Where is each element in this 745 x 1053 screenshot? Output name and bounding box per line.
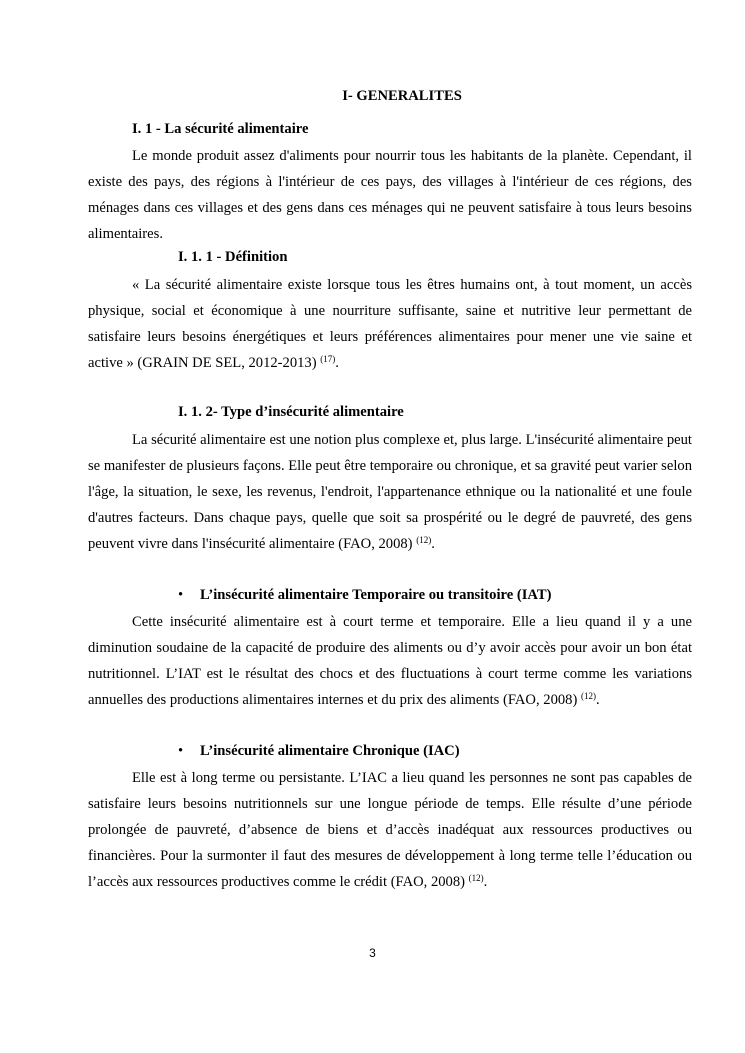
type-paragraph [88,427,692,557]
section-heading-securite: I. 1 - La sécurité alimentaire [132,121,309,137]
subsection-heading-definition: I. 1. 1 - Définition [178,249,288,265]
iat-ref: (12) [580,691,596,701]
iac-paragraph [88,765,692,895]
iac-ref: (12) [468,873,484,883]
bullet-heading-iat [178,587,551,604]
iac-heading: L’insécurité alimentaire Chronique (IAC) [200,743,460,759]
iat-paragraph [88,609,692,713]
bullet-heading-iac [178,743,460,760]
iat-text: Cette insécurité alimentaire est à court terme et temporaire. Elle a lieu quand il y a une diminution soudaine de la capacité de produire des aliments ou d’y avoir accès pour avoir un bon état nutritionnel. L’IAT est le résultat des chocs et des fluctuations à court terme comme les variations annuelles des productions alimentaires internes et du prix des aliments (FAO, 2008) [88,614,692,708]
definition-ref: (17) [320,354,336,364]
iat-end: . [595,692,600,708]
type-ref: (12) [416,535,432,545]
definition-paragraph [88,272,692,376]
subsection-heading-type: I. 1. 2- Type d’insécurité alimentaire [178,404,404,420]
definition-end: . [335,355,339,371]
iac-text: Elle est à long terme ou persistante. L’IAC a lieu quand les personnes ne sont pas capables de satisfaire leurs besoins nutritionnels sur une longue période de temps. Elle résulte d’une période prolongée de pauvreté, d’absence de biens et d’accès inadéquat aux ressources productives ou financières. Pour la surmonter il faut des mesures de développement à long terme telle l’éducation ou l’accès aux ressources productives comme le crédit (FAO, 2008) [88,770,692,890]
bullet-icon: • [178,743,184,759]
page-title: I- GENERALITES [342,88,462,104]
iat-heading: L’insécurité alimentaire Temporaire ou transitoire (IAT) [200,587,552,603]
type-text: La sécurité alimentaire est une notion plus complexe et, plus large. L'insécurité alimentaire peut se manifester de plusieurs façons. Elle peut être temporaire ou chronique, et sa gravité peut varier selon l'âge, la situation, le sexe, les revenus, l'endroit, l'appartenance ethnique ou la nationalité et une foule d'autres facteurs. Dans chaque pays, quelle que soit sa prospérité ou le degré de pauvreté, des gens peuvent vivre dans l'insécurité alimentaire (FAO, 2008) [88,432,692,552]
bullet-icon: • [178,587,184,603]
intro-paragraph: Le monde produit assez d'aliments pour nourrir tous les habitants de la planète. Cependant, il existe des pays, des régions à l'intérieur de ces pays, des villages à l'intérieur de ces régions, des ménages dans ces villages et des gens dans ces ménages qui ne peuvent satisfaire à tous leurs besoins alimentaires. [88,148,692,242]
iac-end: . [483,874,488,890]
page-number: 3 [369,946,376,960]
definition-text: « La sécurité alimentaire existe lorsque tous les êtres humains ont, à tout moment, un accès physique, social et économique à une nourriture suffisante, saine et nutritive leur permettant de satisfaire leurs besoins énergétiques et leurs préférences alimentaires pour mener une vie saine et active » (GRAIN DE SEL, 2012-2013) [88,277,692,371]
type-end: . [431,536,435,552]
